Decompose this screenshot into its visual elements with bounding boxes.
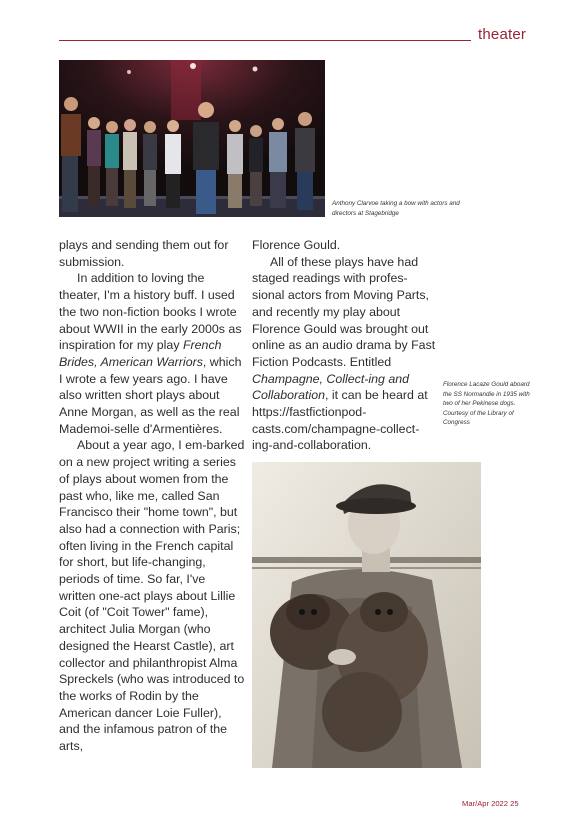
paragraph: All of these plays have had staged readings with profes-sional actors from Moving Parts, and recently my play about Florence Gould was brought out online as an audio drama by Fast Fiction Podcasts. Entitled Champagne, Collect-ing and Collaboration, it can be heard at https://fastfictionpod-casts.com/champagne-collect-ing-and-collaboration. <box>252 254 436 453</box>
article-column-1 <box>59 237 245 755</box>
play-title: Champagne, Collect-ing and Collaboration <box>252 371 410 403</box>
stage-photo-caption: Anthony Clarvoe taking a bow with actors and directors at Stagebridge <box>332 200 460 217</box>
stage-bow-photo <box>59 60 325 217</box>
play-title: French Brides, American Warriors <box>59 338 222 369</box>
page-folio: Mar/Apr 2022 25 <box>462 799 519 808</box>
portrait-photo-caption: Florence Lacaze Gould aboard the SS Normandie in 1935 with two of her Pekinese dogs. Courtesy of the Library of Congress <box>443 381 530 427</box>
paragraph: About a year ago, I em-barked on a new project writing a series of plays about women from the past who, like me, called San Francisco their "home town", but also had a connection with Paris; often living in the French capital for short, but life-changing, periods of time. So far, I've written one-act plays about Lillie Coit (of "Coit Tower" fame), architect Julia Morgan (who designed the Hearst Castle), art collector and philanthropist Alma Spreckels (who was introduced to the works of Rodin by the American dancer Loie Fuller), and the infamous patron of the arts, <box>59 438 245 754</box>
paragraph: Florence Gould. <box>252 238 341 252</box>
article-column-2 <box>252 237 436 454</box>
section-label: theater <box>478 26 527 43</box>
florence-gould-photo <box>252 462 481 768</box>
paragraph: In addition to loving the theater, I'm a history buff. I used the two non-fiction books I wrote about WWII in the early 2000s as inspiration for my play French Brides, American Warriors, which I wrote a few years ago. I have also written short plays about Anne Morgan, as well as the real Mademoi-selle d'Armentières. <box>59 271 242 436</box>
paragraph: plays and sending them out for submission. <box>59 238 229 269</box>
header-rule <box>59 40 471 41</box>
